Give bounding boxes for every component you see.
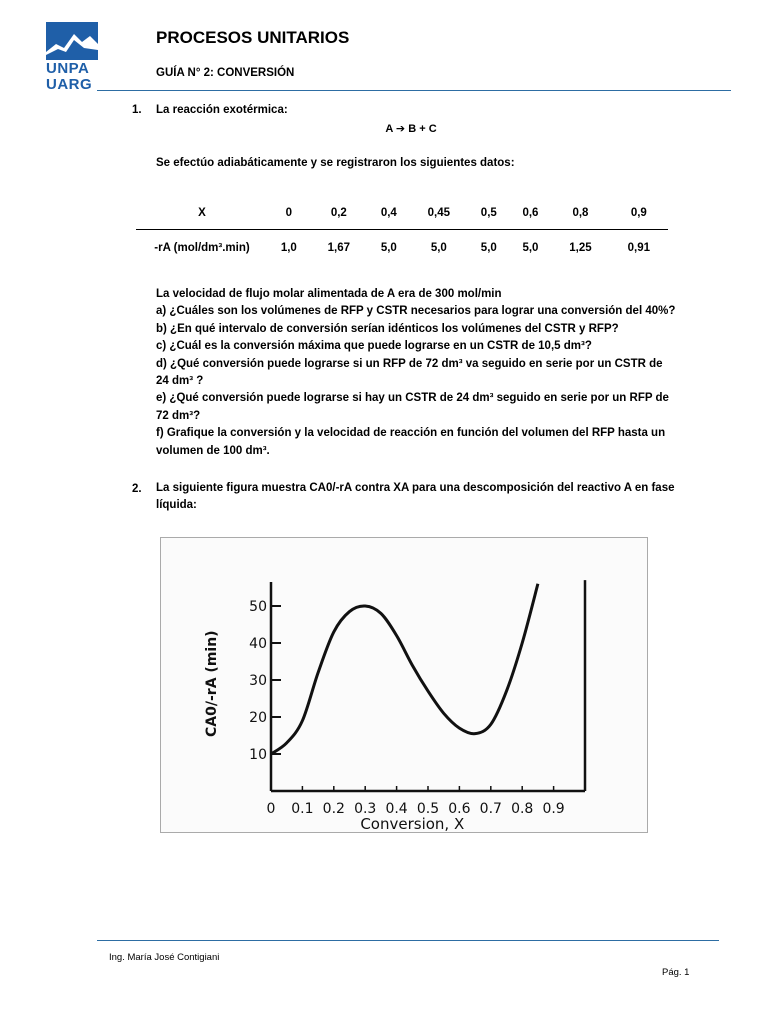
table-cell: 0,2 — [310, 196, 368, 230]
logo-line-1: UNPA — [46, 60, 90, 77]
x-tick-label: 0.6 — [448, 801, 471, 817]
question-2-line: líquida: — [156, 499, 197, 511]
x-tick-label: 0 — [266, 801, 276, 817]
mountain-logo-icon — [46, 22, 98, 60]
x-tick-label: 0.7 — [479, 801, 502, 817]
unpa-logo — [46, 22, 98, 92]
table-cell: 1,0 — [280, 242, 297, 254]
question-1-number: 1. — [132, 104, 142, 116]
question-1-parts — [156, 286, 696, 460]
question-1-statement: Se efectúo adiabáticamente y se registraron los siguientes datos: — [156, 157, 515, 169]
question-1-line: f) Grafique la conversión y la velocidad de reacción en función del volumen del RFP hasta un — [156, 427, 666, 440]
question-2-text — [156, 480, 696, 514]
data-series-line — [271, 584, 538, 754]
question-1-line: La velocidad de flujo molar alimentada de A era de 300 mol/min — [156, 288, 502, 300]
y-tick-label: 40 — [249, 636, 267, 652]
question-1-line: d) ¿Qué conversión puede lograrse si un RFP de 72 dm³ va seguido en serie por un CSTR de — [156, 357, 663, 370]
question-2-number: 2. — [132, 483, 142, 495]
table-cell: 5,0 — [430, 242, 447, 254]
y-tick-label: 50 — [249, 599, 267, 615]
y-axis-label: CA0/-rA (min) — [204, 630, 220, 737]
question-1-line: 24 dm³ ? — [156, 375, 204, 388]
x-tick-label: 0.2 — [322, 801, 345, 817]
x-tick-label: 0.8 — [511, 801, 534, 817]
table-cell: 1,25 — [569, 242, 592, 254]
question-1-line: e) ¿Qué conversión puede lograrse si hay un CSTR de 24 dm³ seguido en serie por un RFP de — [156, 392, 669, 405]
table-cell: 5,0 — [522, 242, 539, 254]
reaction-equation: A ➔ B + C — [385, 123, 437, 135]
x-tick-label: 0.1 — [291, 801, 314, 817]
table-header-x: X — [136, 196, 268, 230]
table-cell: 0,8 — [551, 196, 609, 230]
question-1-line: volumen de 100 dm³. — [156, 444, 270, 457]
x-tick-label: 0.5 — [416, 801, 440, 817]
question-1-line: 72 dm³? — [156, 409, 201, 422]
footer-divider — [97, 940, 719, 941]
question-1-line: a) ¿Cuáles son los volúmenes de RFP y CSTR necesarios para lograr una conversión del 40%? — [156, 305, 676, 318]
levenspiel-plot — [160, 537, 648, 833]
table-row — [136, 230, 668, 267]
levenspiel-chart-svg — [161, 538, 647, 832]
table-cell: 5,0 — [380, 242, 397, 254]
x-tick-label: 0.4 — [385, 801, 408, 817]
logo-line-2: UARG — [46, 76, 93, 93]
table-cell: 0,6 — [510, 196, 552, 230]
table-cell: 0,4 — [368, 196, 410, 230]
table-cell: 0,9 — [610, 196, 668, 230]
y-tick-label: 20 — [249, 710, 267, 726]
guide-subtitle: GUÍA N° 2: CONVERSIÓN — [156, 67, 295, 79]
table-cell: 0 — [268, 196, 310, 230]
x-tick-label: 0.3 — [354, 801, 377, 817]
table-cell: 1,67 — [327, 242, 351, 254]
question-1-line: c) ¿Cuál es la conversión máxima que puede lograrse en un CSTR de 10,5 dm³? — [156, 340, 592, 353]
x-tick-label: 0.9 — [542, 801, 565, 817]
y-tick-label: 30 — [249, 673, 267, 689]
header-divider — [97, 90, 731, 91]
table-header-rate: -rA (mol/dm³.min) — [154, 242, 250, 254]
page-number: Pág. 1 — [662, 967, 690, 978]
footer-author: Ing. María José Contigiani — [109, 952, 220, 963]
question-2-line: La siguiente figura muestra CA0/-rA contra XA para una descomposición del reactivo A en fase — [156, 482, 675, 494]
table-cell: 0,91 — [627, 242, 650, 254]
table-cell: 0,45 — [410, 196, 468, 230]
question-1-line: b) ¿En qué intervalo de conversión serían idénticos los volúmenes del CSTR y RFP? — [156, 322, 619, 335]
table-cell: 0,5 — [468, 196, 510, 230]
conversion-rate-table — [136, 196, 668, 266]
table-cell: 5,0 — [480, 242, 497, 254]
question-1-intro: La reacción exotérmica: — [156, 104, 288, 116]
x-axis-label: Conversion, X — [360, 815, 465, 832]
page-title: PROCESOS UNITARIOS — [156, 28, 350, 47]
table-row — [136, 196, 668, 230]
y-tick-label: 10 — [249, 747, 267, 763]
